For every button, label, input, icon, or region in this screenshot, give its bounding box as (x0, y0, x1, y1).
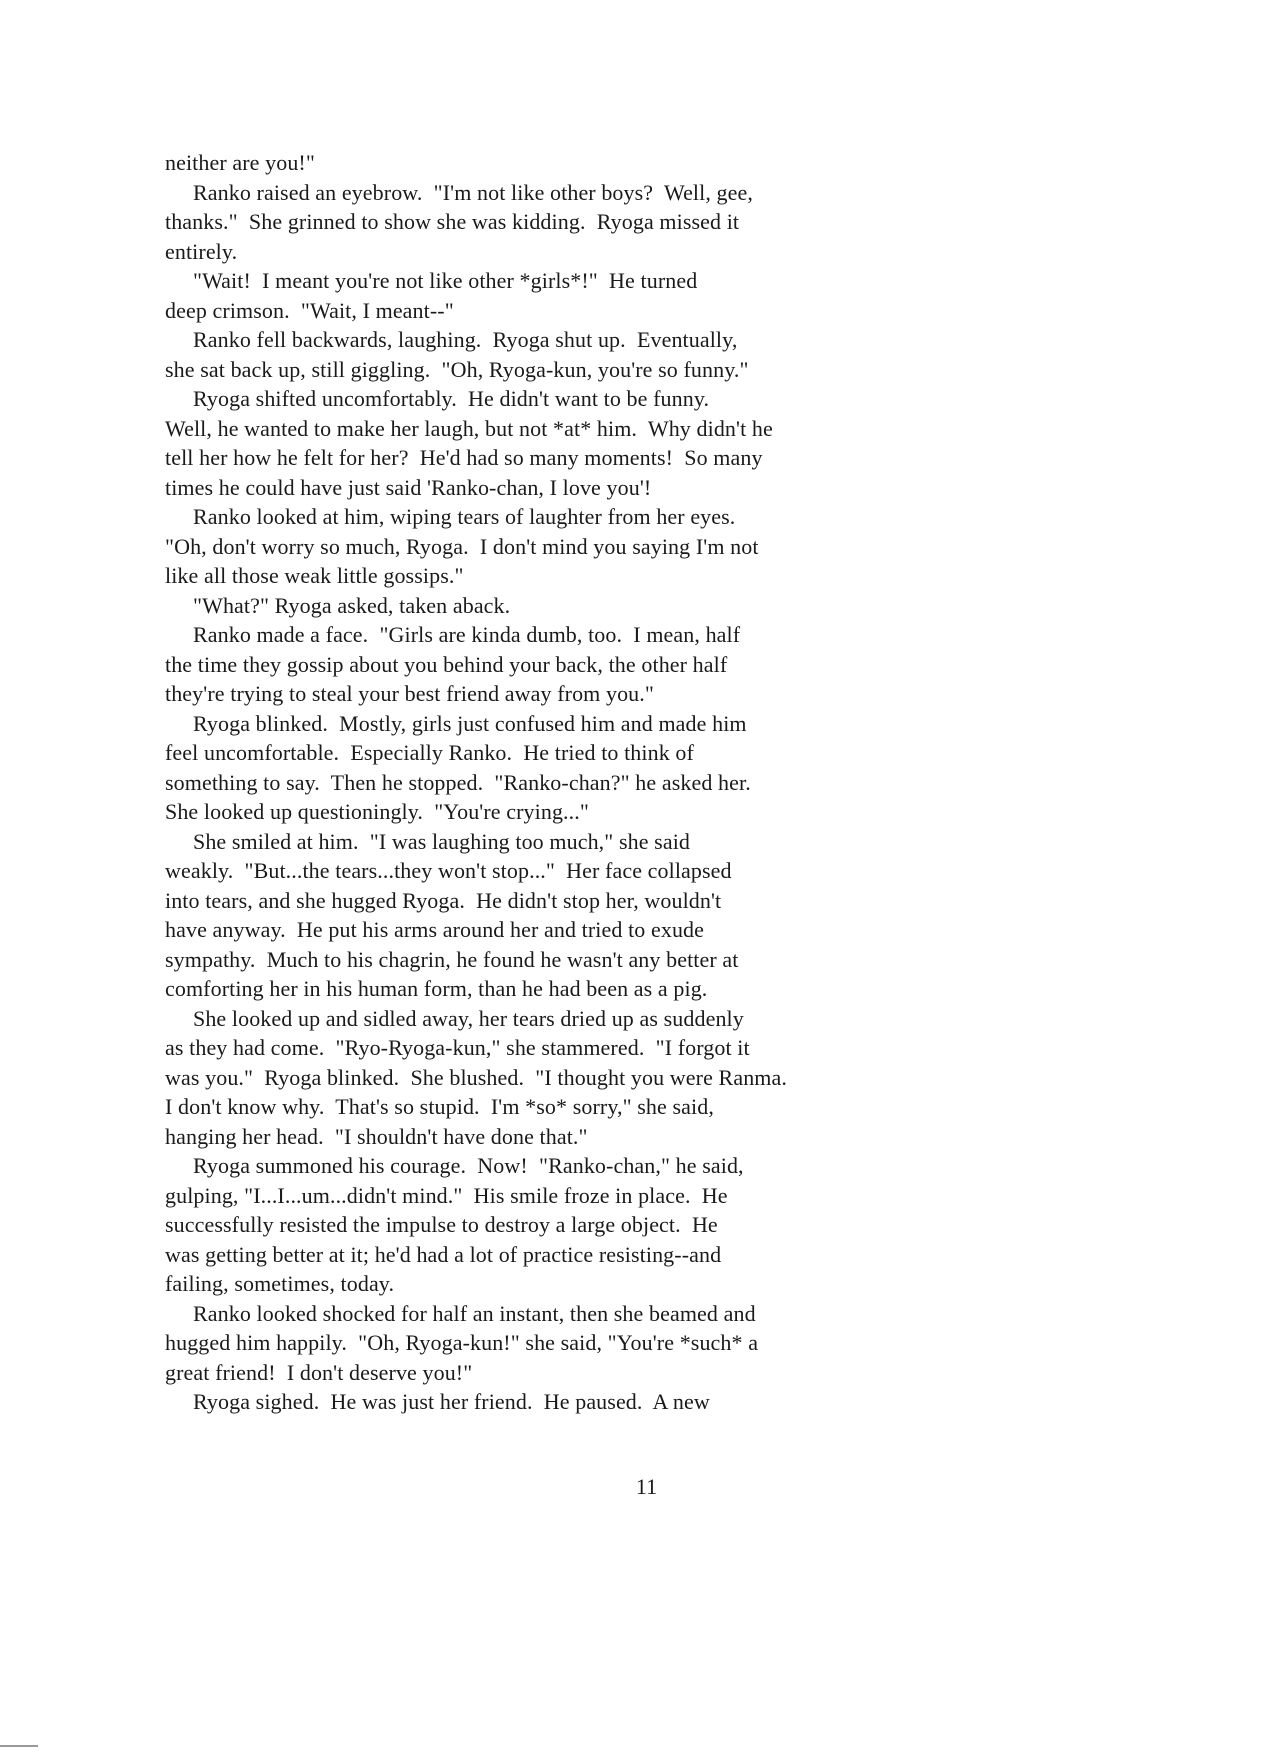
text-line: Ranko raised an eyebrow. "I'm not like other boys? Well, gee, (165, 179, 753, 205)
text-line: have anyway. He put his arms around her and tried to exude (165, 917, 705, 942)
text-line: gulping, "I...I...um...didn't mind." His smile froze in place. He (165, 1182, 728, 1208)
text-line: comforting her in his human form, than he had been as a pig. (165, 976, 708, 1001)
text-line: sympathy. Much to his chagrin, he found he wasn't any better at (165, 946, 739, 972)
text-line: hanging her head. "I shouldn't have done that." (165, 1123, 588, 1149)
text-line: something to say. Then he stopped. "Ranko-chan?" he asked her. (165, 769, 751, 795)
scan-edge-mark (0, 1745, 38, 1747)
text-line: the time they gossip about you behind your back, the other half (165, 651, 728, 677)
body-text (165, 148, 885, 1417)
text-line: Ranko made a face. "Girls are kinda dumb, too. I mean, half (165, 622, 741, 647)
text-line: Ryoga blinked. Mostly, girls just confused him and made him (165, 710, 747, 736)
text-line: "Wait! I meant you're not like other *girls*!" He turned (165, 268, 698, 293)
text-line: into tears, and she hugged Ryoga. He didn't stop her, wouldn't (165, 887, 722, 913)
text-line: great friend! I don't deserve you!" (165, 1359, 473, 1385)
text-line: Well, he wanted to make her laugh, but not *at* him. Why didn't he (165, 415, 773, 441)
text-line: "Oh, don't worry so much, Ryoga. I don't mind you saying I'm not (165, 533, 759, 559)
text-line: weakly. "But...the tears...they won't stop..." Her face collapsed (165, 858, 732, 883)
text-line: She looked up and sidled away, her tears dried up as suddenly (165, 1005, 744, 1031)
text-line: Ryoga shifted uncomfortably. He didn't want to be funny. (165, 386, 710, 411)
text-line: thanks." She grinned to show she was kidding. Ryoga missed it (165, 209, 740, 234)
text-line: feel uncomfortable. Especially Ranko. He tried to think of (165, 740, 694, 765)
text-line: she sat back up, still giggling. "Oh, Ryoga-kun, you're so funny." (165, 356, 749, 382)
text-line: neither are you!" (165, 150, 315, 175)
text-line: tell her how he felt for her? He'd had so many moments! So many (165, 445, 763, 470)
text-line: hugged him happily. "Oh, Ryoga-kun!" she said, "You're *such* a (165, 1330, 759, 1355)
text-line: entirely. (165, 238, 238, 264)
text-line: Ranko looked at him, wiping tears of laughter from her eyes. (165, 504, 736, 529)
text-line: Ranko fell backwards, laughing. Ryoga shut up. Eventually, (165, 327, 738, 352)
text-line: I don't know why. That's so stupid. I'm *so* sorry," she said, (165, 1094, 714, 1119)
text-line: like all those weak little gossips." (165, 563, 464, 588)
page-number: 11 (635, 1474, 658, 1499)
text-line: failing, sometimes, today. (165, 1271, 395, 1296)
text-line: She smiled at him. "I was laughing too much," she said (165, 828, 691, 854)
text-line: successfully resisted the impulse to destroy a large object. He (165, 1212, 718, 1237)
text-line: was you." Ryoga blinked. She blushed. "I thought you were Ranma. (165, 1064, 787, 1090)
text-line: deep crimson. "Wait, I meant--" (165, 297, 454, 323)
text-line: Ranko looked shocked for half an instant, then she beamed and (165, 1300, 756, 1326)
text-line: Ryoga summoned his courage. Now! "Ranko-chan," he said, (165, 1153, 744, 1178)
text-line: "What?" Ryoga asked, taken aback. (165, 592, 511, 618)
text-line: as they had come. "Ryo-Ryoga-kun," she stammered. "I forgot it (165, 1035, 750, 1060)
text-line: was getting better at it; he'd had a lot of practice resisting--and (165, 1241, 722, 1267)
text-line: Ryoga sighed. He was just her friend. He paused. A new (165, 1389, 710, 1414)
text-line: times he could have just said 'Ranko-chan, I love you'! (165, 474, 652, 500)
text-line: they're trying to steal your best friend away from you." (165, 681, 654, 706)
text-line: She looked up questioningly. "You're crying..." (165, 799, 589, 824)
